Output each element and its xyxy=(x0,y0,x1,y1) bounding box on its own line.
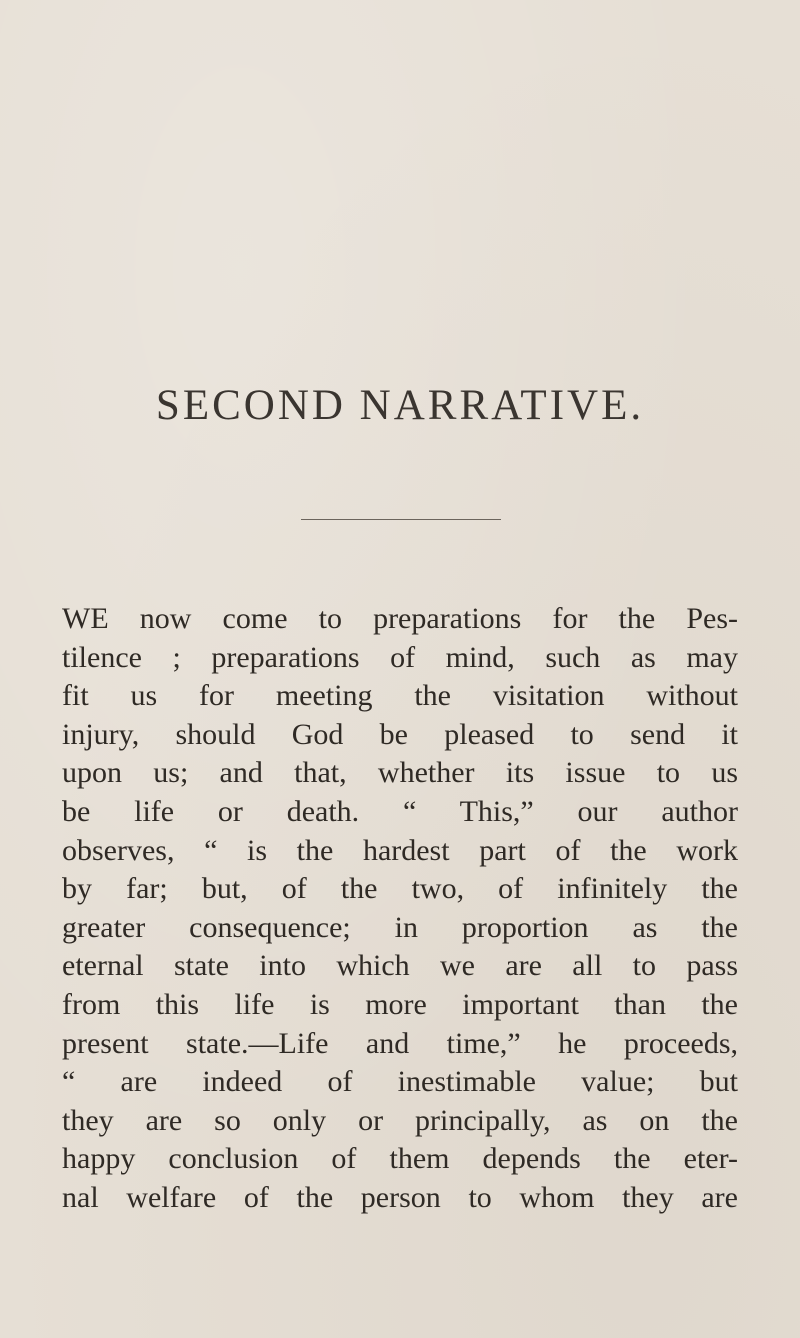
paragraph-line: they are so only or principally, as on the xyxy=(62,1103,738,1137)
paragraph-line: fit us for meeting the visitation without xyxy=(62,679,738,713)
paragraph-line: tilence ; preparations of mind, such as may xyxy=(62,640,738,674)
paragraph-line: by far; but, of the two, of infinitely the xyxy=(62,872,738,906)
paragraph-line: injury, should God be pleased to send it xyxy=(62,717,738,751)
paragraph-line: happy conclusion of them depends the eter- xyxy=(62,1142,738,1176)
paragraph-line: from this life is more important than the xyxy=(62,987,738,1021)
paragraph-line: upon us; and that, whether its issue to us xyxy=(62,756,738,790)
body-paragraph xyxy=(62,600,738,1218)
paragraph-line: greater consequence; in proportion as the xyxy=(62,910,738,944)
paragraph-line: “ are indeed of inestimable value; but xyxy=(62,1065,738,1099)
paragraph-line: observes, “ is the hardest part of the work xyxy=(62,833,738,867)
heading-rule xyxy=(301,519,501,520)
paragraph-line: present state.—Life and time,” he proceeds, xyxy=(62,1026,738,1060)
paragraph-line: nal welfare of the person to whom they are xyxy=(62,1180,738,1214)
paragraph-line: be life or death. “ This,” our author xyxy=(62,794,738,828)
chapter-heading: SECOND NARRATIVE. xyxy=(155,382,645,429)
paragraph-line: WE now come to preparations for the Pes- xyxy=(62,602,738,635)
paragraph-line: eternal state into which we are all to pass xyxy=(62,949,738,983)
